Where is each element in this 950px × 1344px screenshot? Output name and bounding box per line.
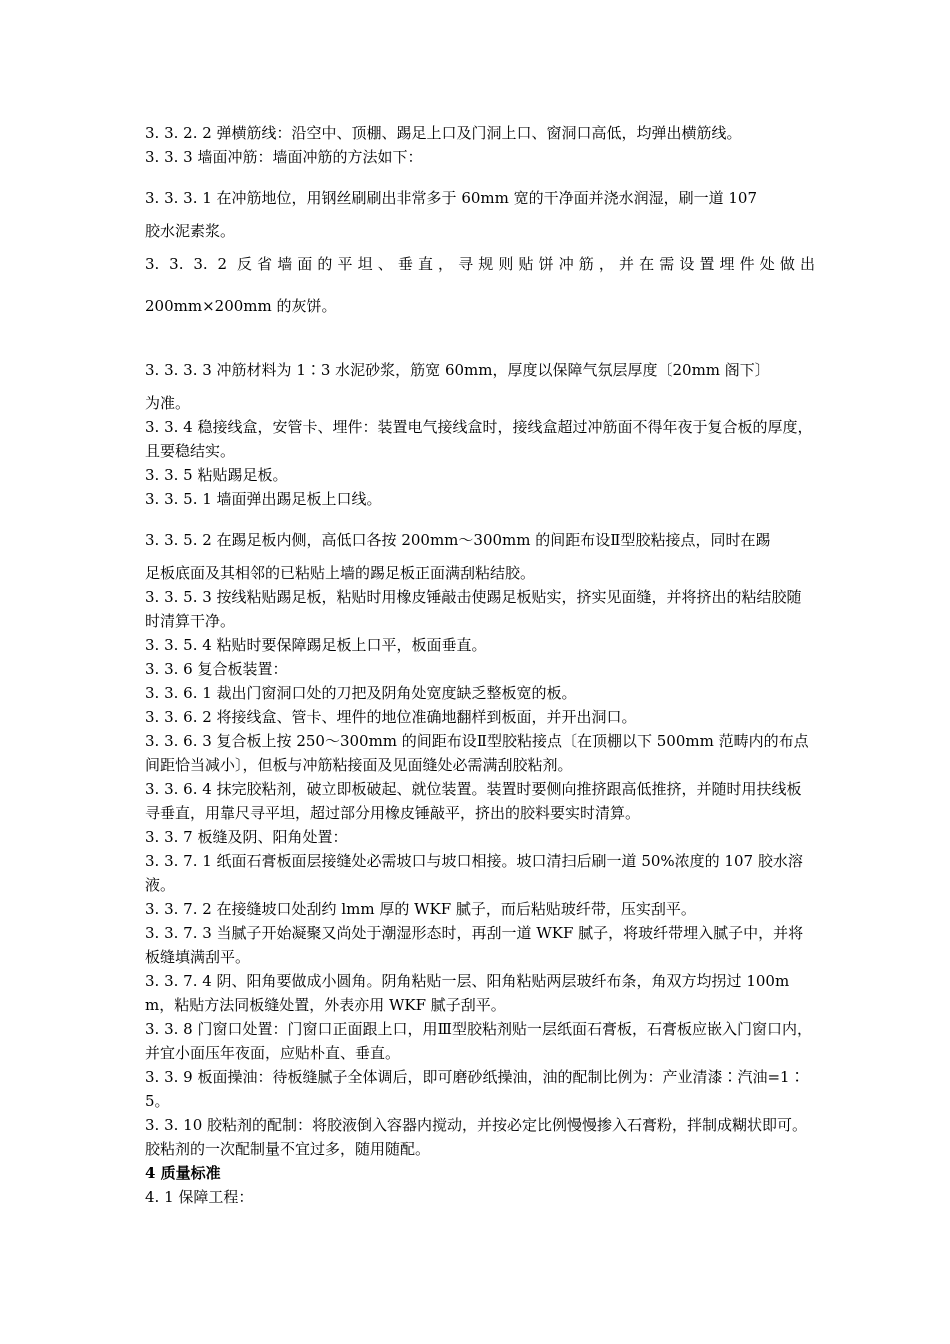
section-heading-4: 4 质量标准 bbox=[145, 1164, 221, 1182]
paragraph-3-3-6: 3. 3. 6 复合板装置： bbox=[145, 660, 288, 678]
paragraph-3-3-8: 3. 3. 8 门窗口处置：门窗口正面跟上口，用Ⅲ型胶粘剂贴一层纸面石膏板，石膏板应嵌入门窗口内，并宜小面压年夜面，应贴朴直、垂直。 bbox=[145, 1020, 812, 1062]
paragraph-3-3-7-3: 3. 3. 7. 3 当腻子开始凝聚又尚处于潮湿形态时，再刮一道 WKF 腻子，将玻纤带埋入腻子中，并将板缝填满刮平。 bbox=[145, 924, 804, 966]
paragraph-3-3-3-1: 3. 3. 3. 1 在冲筋地位，用钢丝刷刷出非常多于 60mm 宽的干净面并浇水润湿，刷一道 107 bbox=[145, 189, 758, 207]
paragraph-3-3-3-2-cont: 200mm×200mm 的灰饼。 bbox=[145, 297, 337, 315]
paragraph-3-3-5-3: 3. 3. 5. 3 按线粘贴踢足板，粘贴时用橡皮锤敲击使踢足板贴实，挤实见面缝，并将挤出的粘结胶随时清算干净。 bbox=[145, 588, 802, 630]
paragraph-3-3-5-2: 3. 3. 5. 2 在踢足板内侧，高低口各按 200mm～300mm 的间距布设Ⅱ型胶粘接点，同时在踢 bbox=[145, 531, 771, 549]
paragraph-3-3-6-3: 3. 3. 6. 3 复合板上按 250～300mm 的间距布设Ⅱ型胶粘接点〔在顶棚以下 500mm 范畴内的布点间距恰当减小〕，但板与冲筋粘接面及见面缝处必需满刮胶粘剂。 bbox=[145, 732, 809, 774]
paragraph-3-3-3-3: 3. 3. 3. 3 冲筋材料为 1∶3 水泥砂浆，筋宽 60mm，厚度以保障气氛层厚度〔20mm 阁下〕 bbox=[145, 361, 770, 379]
paragraph-3-3-5: 3. 3. 5 粘贴踢足板。 bbox=[145, 466, 288, 484]
paragraph-3-3-10: 3. 3. 10 胶粘剂的配制：将胶液倒入容器内搅动，并按必定比例慢慢掺入石膏粉，拌制成糊状即可。胶粘剂的一次配制量不宜过多，随用随配。 bbox=[145, 1116, 808, 1158]
paragraph-3-3-5-1: 3. 3. 5. 1 墙面弹出踢足板上口线。 bbox=[145, 490, 382, 508]
paragraph-3-3-5-4: 3. 3. 5. 4 粘贴时要保障踢足板上口平，板面垂直。 bbox=[145, 636, 487, 654]
paragraph-3-3-4: 3. 3. 4 稳接线盒，安管卡、埋件：装置电气接线盒时，接线盒超过冲筋面不得年夜于复合板的厚度，且要稳结实。 bbox=[145, 418, 813, 460]
paragraph-3-3-3-1-cont: 胶水泥素浆。 bbox=[145, 222, 236, 240]
paragraph-3-3-7-1: 3. 3. 7. 1 纸面石膏板面层接缝处必需坡口与坡口相接。坡口清扫后刷一道 50%浓度的 107 胶水溶液。 bbox=[145, 852, 803, 894]
paragraph-3-3-7-2: 3. 3. 7. 2 在接缝坡口处刮约 lmm 厚的 WKF 腻子，而后粘贴玻纤带，压实刮平。 bbox=[145, 900, 696, 918]
paragraph-3-3-7: 3. 3. 7 板缝及阴、阳角处置： bbox=[145, 828, 348, 846]
document-body bbox=[145, 121, 815, 1209]
paragraph-3-3-6-4: 3. 3. 6. 4 抹完胶粘剂，破立即板破起、就位装置。装置时要侧向推挤跟高低推挤，并随时用扶线板寻垂直，用靠尺寻平坦，超过部分用橡皮锤敲平，挤出的胶料要实时清算。 bbox=[145, 780, 802, 822]
paragraph-4-1: 4. 1 保障工程： bbox=[145, 1188, 254, 1206]
paragraph-3-3-9: 3. 3. 9 板面操油：待板缝腻子全体调后，即可磨砂纸操油，油的配制比例为：产业清漆∶汽油=1∶5。 bbox=[145, 1068, 805, 1110]
paragraph-3-3-3: 3. 3. 3 墙面冲筋：墙面冲筋的方法如下： bbox=[145, 148, 423, 166]
paragraph-3-3-2-2: 3. 3. 2. 2 弹横筋线：沿空中、顶棚、踢足上口及门洞上口、窗洞口高低，均弹出横筋线。 bbox=[145, 124, 742, 142]
paragraph-3-3-3-3-cont: 为准。 bbox=[145, 394, 191, 412]
paragraph-3-3-3-2: 3. 3. 3. 2 反省墙面的平坦、垂直，寻规则贴饼冲筋，并在需设置埋件处做出 bbox=[145, 255, 815, 273]
paragraph-3-3-6-1: 3. 3. 6. 1 裁出门窗洞口处的刀把及阴角处宽度缺乏整板宽的板。 bbox=[145, 684, 577, 702]
paragraph-3-3-6-2: 3. 3. 6. 2 将接线盒、管卡、埋件的地位准确地翻样到板面，并开出洞口。 bbox=[145, 708, 637, 726]
paragraph-3-3-5-2-cont: 足板底面及其相邻的已粘贴上墙的踢足板正面满刮粘结胶。 bbox=[145, 564, 536, 582]
paragraph-3-3-7-4: 3. 3. 7. 4 阴、阳角要做成小圆角。阴角粘贴一层、阳角粘贴两层玻纤布条，角双方均拐过 100mm，粘贴方法同板缝处置，外表亦用 WKF 腻子刮平。 bbox=[145, 972, 790, 1014]
